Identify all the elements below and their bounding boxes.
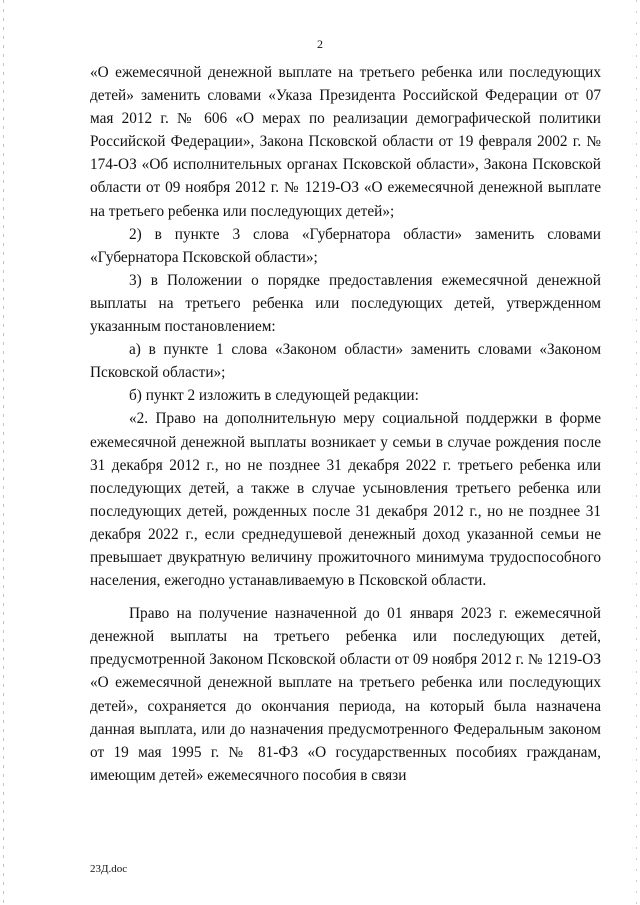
- scan-edge-left: [3, 0, 4, 905]
- paragraph-right-retention: Право на получение назначенной до 01 января 2023 г. ежемесячной денежной выплаты на третьего ребенка или последующих детей, предусмотренной Законом Псковской области от 09 ноября 2012 г. № 1219-ОЗ «О ежемесячной денежной выплате на третьего ребенка или последующих детей», сохраняется до окончания периода, на который была назначена данная выплата, или до назначения предусмотренного Федеральным законом от 19 мая 1995 г. № 81-ФЗ «О государственных пособиях гражданам, имеющим детей» ежемесячного пособия в связи: [90, 605, 601, 784]
- paragraph-subitem-b: б) пункт 2 изложить в следующей редакции:: [129, 387, 419, 405]
- document-body: [90, 61, 601, 787]
- footer-filename: 23Д.doc: [90, 863, 128, 875]
- paragraph-quoted-clause-2: «2. Право на дополнительную меру социальной поддержки в форме ежемесячной денежной выплаты возникает у семьи в случае рождения после 31 декабря 2012 г., но не позднее 31 декабря 2022 г. третьего ребенка или последующих детей, а также в случае усыновления третьего ребенка или последующих детей, рожденных после 31 декабря 2012 г., но не позднее 31 декабря 2022 г., если среднедушевой денежный доход указанной семьи не превышает двукратную величину прожиточного минимума трудоспособного населения, ежегодно устанавливаемую в Псковской области.: [90, 410, 601, 590]
- page-number: 2: [317, 37, 323, 51]
- scan-edge-right: [636, 0, 637, 905]
- paragraph-item-2: 2) в пункте 3 слова «Губернатора области» заменить словами «Губернатора Псковской области»;: [90, 225, 601, 266]
- paragraph-item-3: 3) в Положении о порядке предоставления ежемесячной денежной выплаты на третьего ребенка или последующих детей, утвержденном указанным постановлением:: [90, 271, 601, 336]
- paragraph-subitem-a: а) в пункте 1 слова «Законом области» заменить словами «Законом Псковской области»;: [90, 341, 601, 382]
- paragraph-continuation: «О ежемесячной денежной выплате на третьего ребенка или последующих детей» заменить словами «Указа Президента Российской Федерации от 07 мая 2012 г. № 606 «О мерах по реализации демографической политики Российской Федерации», Закона Псковской области от 19 февраля 2002 г. № 174-ОЗ «Об исполнительных органах Псковской области», Закона Псковской области от 09 ноября 2012 г. № 1219-ОЗ «О ежемесячной денежной выплате на третьего ребенка или последующих детей»;: [90, 64, 601, 220]
